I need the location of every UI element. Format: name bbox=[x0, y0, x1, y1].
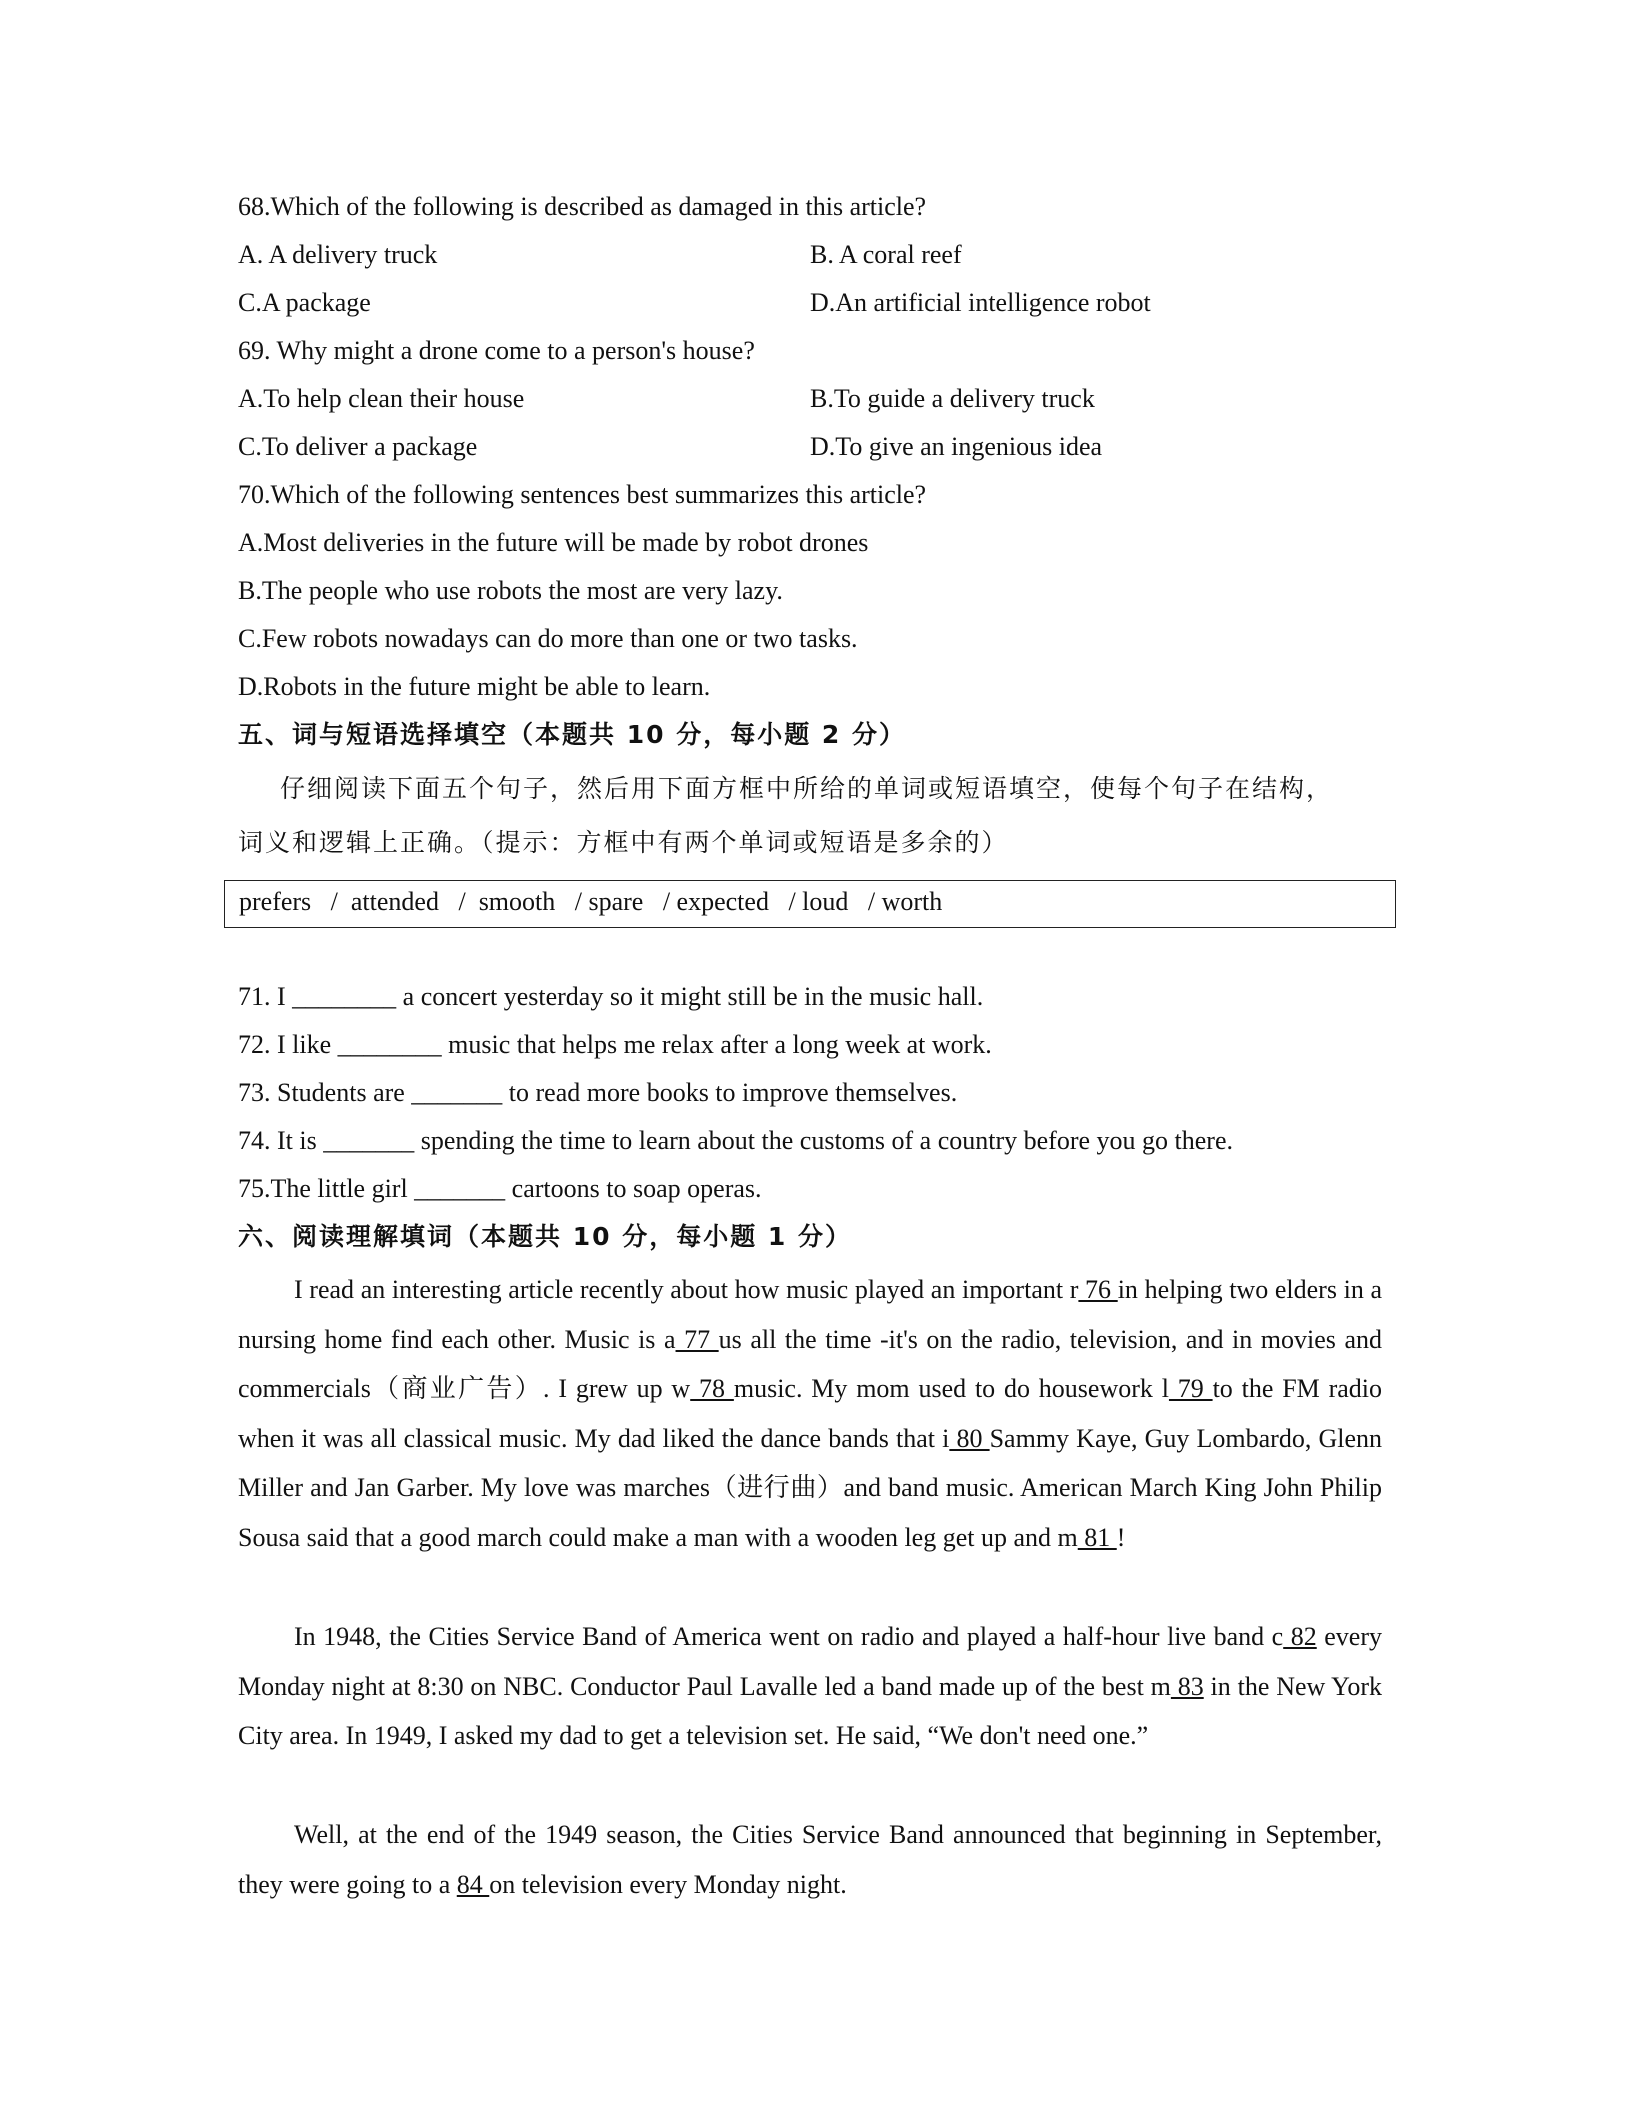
section-5-instruction-line-1: 仔细阅读下面五个句子，然后用下面方框中所给的单词或短语填空，使每个句子在结构， bbox=[280, 774, 1334, 803]
question-69-option-b: B.To guide a delivery truck bbox=[810, 384, 1095, 413]
question-70-option-d: D.Robots in the future might be able to learn. bbox=[238, 672, 711, 701]
sentence-72: 72. I like ________ music that helps me relax after a long week at work. bbox=[238, 1030, 992, 1059]
answer-blank: 78 bbox=[690, 1374, 734, 1403]
question-68-option-a: A. A delivery truck bbox=[238, 240, 438, 269]
question-69-option-d: D.To give an ingenious idea bbox=[810, 432, 1103, 461]
sentence-71: 71. I ________ a concert yesterday so it might still be in the music hall. bbox=[238, 982, 984, 1011]
section-6-heading: 六、阅读理解填词（本题共 10 分，每小题 1 分） bbox=[238, 1222, 853, 1251]
question-68-stem: 68.Which of the following is described as damaged in this article? bbox=[238, 192, 927, 221]
answer-blank: 80 bbox=[949, 1423, 990, 1453]
question-70-option-a: A.Most deliveries in the future will be made by robot drones bbox=[238, 528, 869, 557]
answer-blank: 79 bbox=[1168, 1374, 1213, 1403]
word-bank-words: prefers / attended / smooth / spare / expected / loud / worth bbox=[239, 887, 943, 916]
answer-blank: 84 bbox=[456, 1869, 490, 1899]
passage-text: ! bbox=[1116, 1522, 1126, 1552]
word-bank-box bbox=[224, 880, 1396, 928]
passage-text: us all the time -it's on the radio, television, and in movies and commercials（商业广告）. I grew up w bbox=[238, 1324, 1383, 1403]
question-69-option-c: C.To deliver a package bbox=[238, 432, 478, 461]
section-5-instruction-line-2: 词义和逻辑上正确。（提示：方框中有两个单词或短语是多余的） bbox=[238, 828, 1009, 857]
section-5-heading: 五、词与短语选择填空（本题共 10 分，每小题 2 分） bbox=[238, 720, 907, 749]
question-69-option-a: A.To help clean their house bbox=[238, 384, 525, 413]
sentence-73: 73. Students are _______ to read more books to improve themselves. bbox=[238, 1078, 958, 1107]
question-70-option-c: C.Few robots nowadays can do more than one or two tasks. bbox=[238, 624, 858, 653]
question-69-stem: 69. Why might a drone come to a person's house? bbox=[238, 336, 755, 365]
sentence-75: 75.The little girl _______ cartoons to soap operas. bbox=[238, 1174, 762, 1203]
question-68-option-c: C.A package bbox=[238, 288, 371, 317]
passage-text: to the FM radio when it was all classical music. My dad liked the dance bands that i bbox=[238, 1374, 1383, 1453]
passage-text: on television every Monday night. bbox=[489, 1869, 847, 1899]
passage-paragraph-3 bbox=[238, 1810, 1382, 1909]
answer-blank: 76 bbox=[1078, 1275, 1118, 1304]
passage-text: Well, at the end of the 1949 season, the Cities Service Band announced that beginning in September, they were going to a bbox=[238, 1820, 1382, 1899]
passage-text: Sammy Kaye, Guy Lombardo, Glenn Miller and Jan Garber. My love was marches（进行曲）and band music. American March King John Philip Sousa said that a good march could make a man with a wooden leg get up and m bbox=[238, 1423, 1383, 1552]
question-68-option-b: B. A coral reef bbox=[810, 240, 962, 269]
passage-text: In 1948, the Cities Service Band of America went on radio and played a half-hour live band c bbox=[294, 1622, 1284, 1651]
answer-blank: 82 bbox=[1283, 1622, 1317, 1651]
passage-text: every Monday night at 8:30 on NBC. Conductor Paul Lavalle led a band made up of the best m bbox=[238, 1622, 1382, 1701]
sentence-74: 74. It is _______ spending the time to learn about the customs of a country before you go there. bbox=[238, 1126, 1233, 1155]
answer-blank: 83 bbox=[1170, 1671, 1204, 1701]
passage-text: I read an interesting article recently about how music played an important r bbox=[294, 1275, 1079, 1304]
answer-blank: 77 bbox=[675, 1324, 719, 1354]
question-68-option-d: D.An artificial intelligence robot bbox=[810, 288, 1151, 317]
passage-text: in the New York City area. In 1949, I asked my dad to get a television set. He said, “We don't need one.” bbox=[238, 1671, 1383, 1750]
question-70-option-b: B.The people who use robots the most are very lazy. bbox=[238, 576, 783, 605]
passage-text: music. My mom used to do housework l bbox=[733, 1374, 1169, 1403]
answer-blank: 81 bbox=[1077, 1522, 1117, 1552]
passage-paragraph-1 bbox=[238, 1265, 1382, 1562]
passage-text: in helping two elders in a nursing home find each other. Music is a bbox=[238, 1275, 1383, 1354]
question-70-stem: 70.Which of the following sentences best summarizes this article? bbox=[238, 480, 927, 509]
passage-paragraph-2 bbox=[238, 1612, 1382, 1761]
